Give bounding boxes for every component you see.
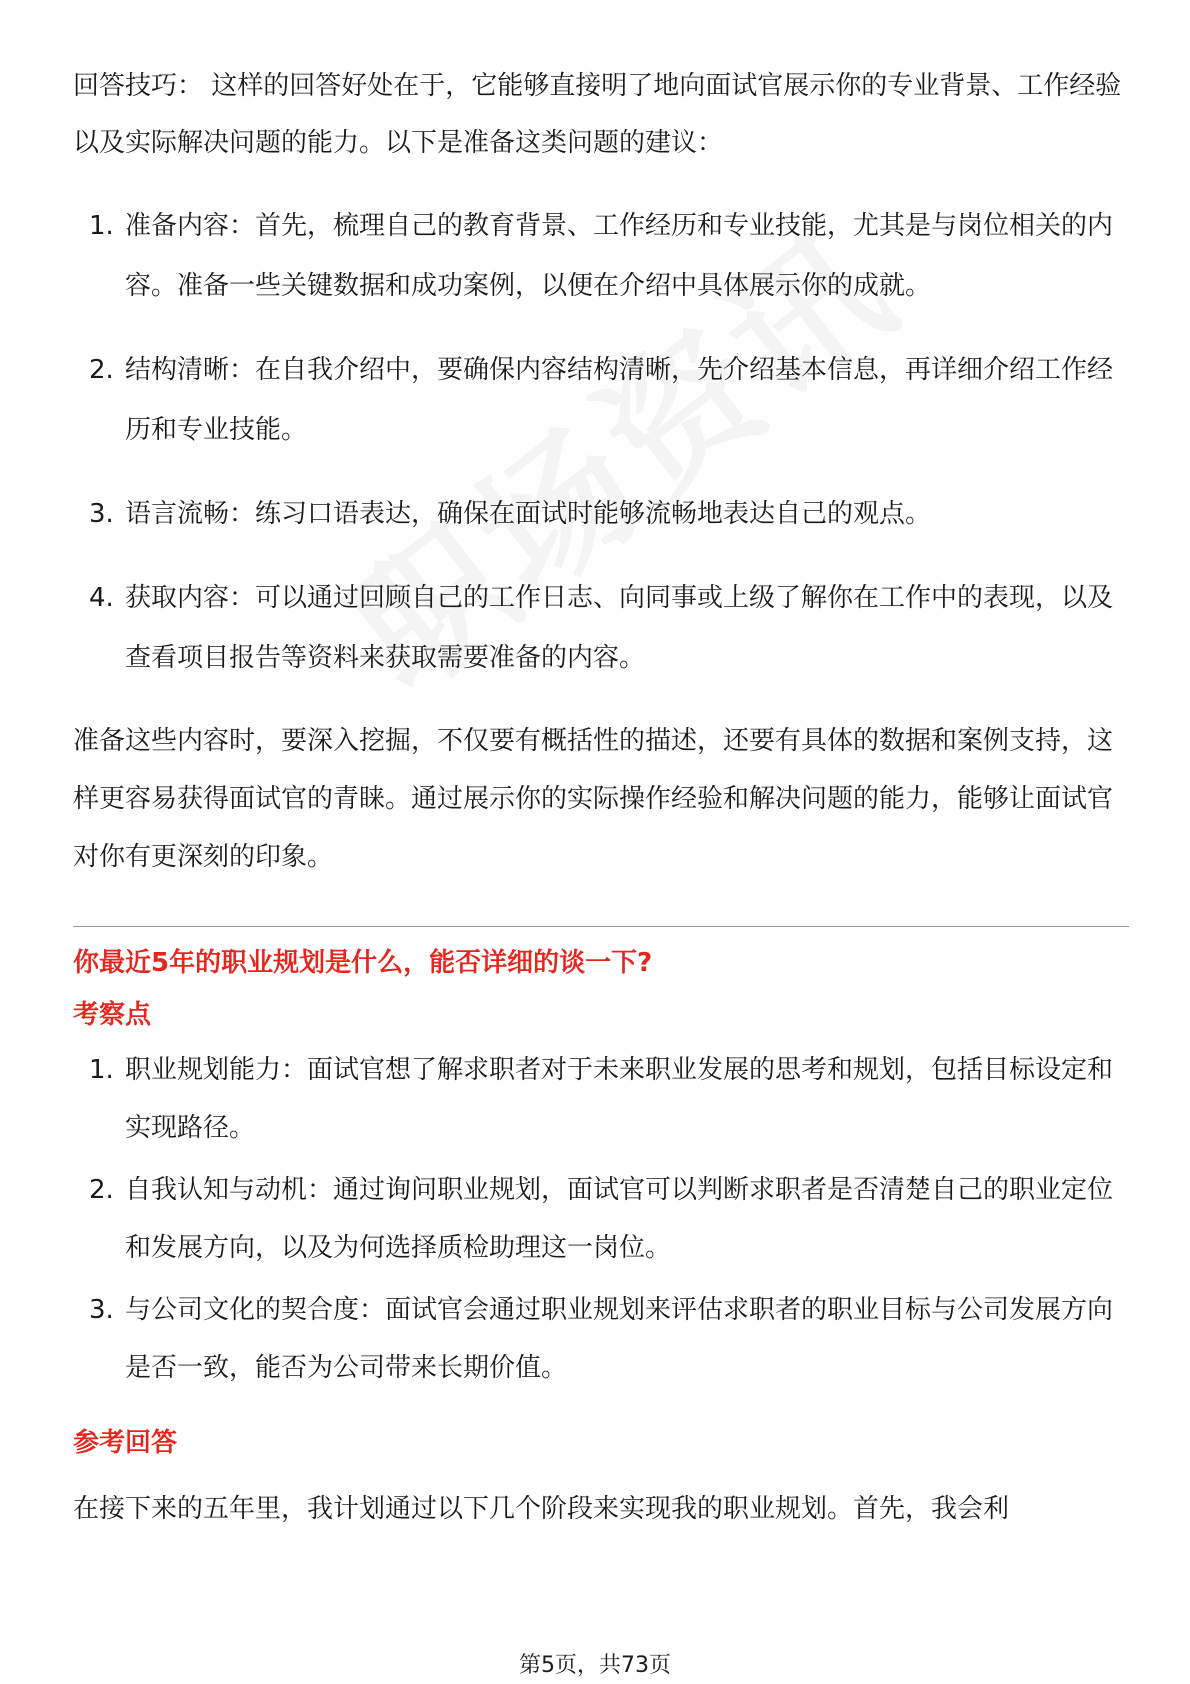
points-list bbox=[73, 1041, 1129, 1397]
list-text: 语言流畅：练习口语表达，确保在面试时能够流畅地表达自己的观点。 bbox=[125, 499, 932, 529]
list-number: 4. bbox=[89, 583, 114, 613]
list-item bbox=[73, 568, 1129, 688]
answer-paragraph: 在接下来的五年里，我计划通过以下几个阶段来实现我的职业规划。首先，我会利 bbox=[73, 1494, 1010, 1524]
list-number: 2. bbox=[89, 1175, 114, 1205]
list-number: 1. bbox=[89, 211, 114, 241]
list-item bbox=[73, 196, 1129, 316]
list-item bbox=[73, 1041, 1129, 1157]
list-item bbox=[73, 1281, 1129, 1397]
section-divider bbox=[73, 926, 1129, 927]
document-body bbox=[73, 58, 1129, 1537]
list-item bbox=[73, 484, 1129, 544]
point-heading: 考察点 bbox=[73, 1000, 152, 1030]
list-item bbox=[73, 340, 1129, 460]
question-title: 你最近5年的职业规划是什么，能否详细的谈一下? bbox=[73, 948, 653, 978]
list-text: 职业规划能力：面试官想了解求职者对于未来职业发展的思考和规划，包括目标设定和实现路径。 bbox=[125, 1055, 1114, 1143]
list-text: 与公司文化的契合度：面试官会通过职业规划来评估求职者的职业目标与公司发展方向是否一致，能否为公司带来长期价值。 bbox=[125, 1295, 1114, 1383]
list-text: 结构清晰：在自我介绍中，要确保内容结构清晰，先介绍基本信息，再详细介绍工作经历和专业技能。 bbox=[125, 355, 1114, 445]
summary-paragraph: 准备这些内容时，要深入挖掘，不仅要有概括性的描述，还要有具体的数据和案例支持，这样更容易获得面试官的青睐。通过展示你的实际操作经验和解决问题的能力，能够让面试官对你有更深刻的印象。 bbox=[73, 726, 1114, 872]
answer-heading: 参考回答 bbox=[73, 1428, 178, 1458]
list-text: 获取内容：可以通过回顾自己的工作日志、向同事或上级了解你在工作中的表现，以及查看项目报告等资料来获取需要准备的内容。 bbox=[125, 583, 1114, 673]
list-text: 自我认知与动机：通过询问职业规划，面试官可以判断求职者是否清楚自己的职业定位和发展方向，以及为何选择质检助理这一岗位。 bbox=[125, 1175, 1114, 1263]
list-number: 1. bbox=[89, 1055, 114, 1085]
intro-paragraph: 回答技巧： 这样的回答好处在于，它能够直接明了地向面试官展示你的专业背景、工作经验以及实际解决问题的能力。以下是准备这类问题的建议： bbox=[73, 71, 1122, 158]
list-text: 准备内容：首先，梳理自己的教育背景、工作经历和专业技能，尤其是与岗位相关的内容。准备一些关键数据和成功案例，以便在介绍中具体展示你的成就。 bbox=[125, 211, 1114, 301]
list-number: 3. bbox=[89, 1295, 114, 1325]
page-footer: 第5页，共73页 bbox=[519, 1653, 671, 1678]
list-number: 3. bbox=[89, 499, 114, 529]
list-item bbox=[73, 1161, 1129, 1277]
list-number: 2. bbox=[89, 355, 114, 385]
tips-list bbox=[73, 196, 1129, 688]
